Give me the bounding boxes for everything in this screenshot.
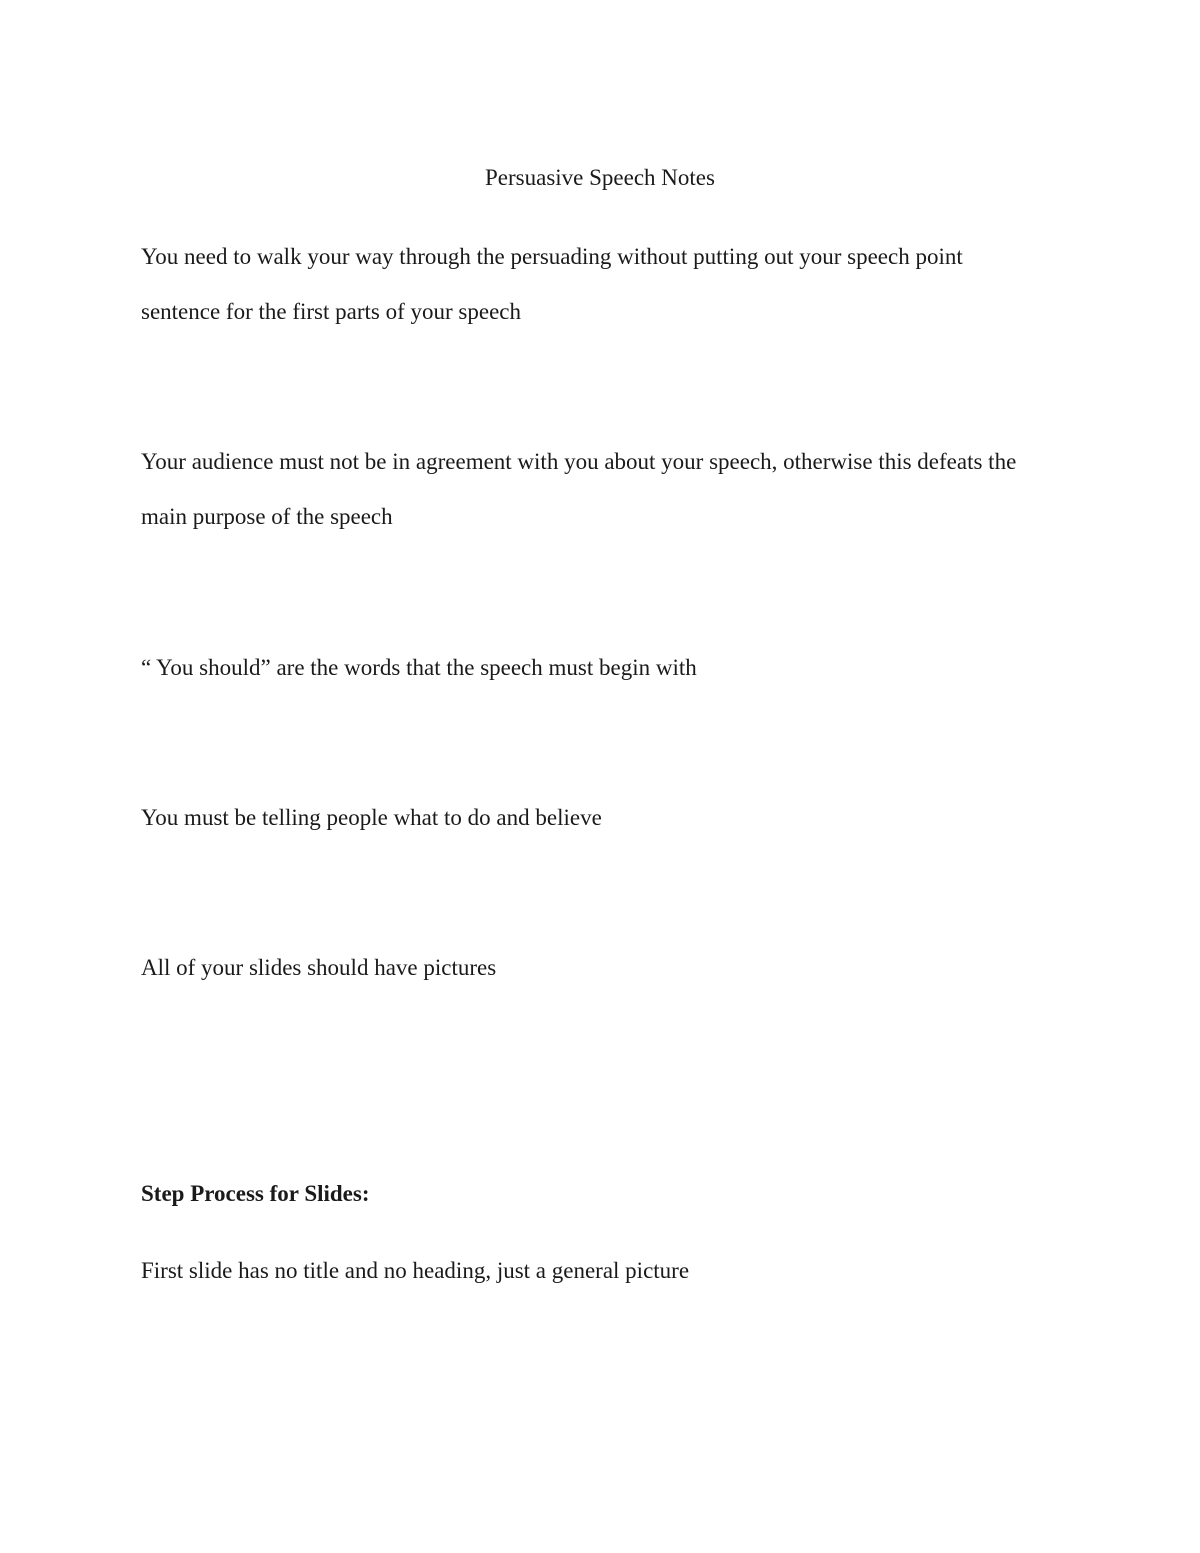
note-line: All of your slides should have pictures (141, 955, 497, 980)
note-paragraph (141, 640, 1061, 695)
note-line: “ You should” are the words that the speech must begin with (141, 655, 697, 680)
note-line: sentence for the first parts of your speech (141, 299, 521, 324)
note-paragraph (141, 434, 1061, 544)
note-paragraph (141, 790, 1061, 845)
section-heading: Step Process for Slides: (141, 1181, 370, 1206)
note-line: You need to walk your way through the persuading without putting out your speech point (141, 244, 963, 269)
step-line: First slide has no title and no heading, just a general picture (141, 1258, 690, 1283)
note-line: main purpose of the speech (141, 504, 393, 529)
note-line: You must be telling people what to do and believe (141, 805, 602, 830)
note-paragraph (141, 940, 1061, 995)
note-line: Your audience must not be in agreement with you about your speech, otherwise this defeats the (141, 449, 1017, 474)
step-paragraph (141, 1243, 1061, 1298)
document-title: Persuasive Speech Notes (485, 165, 715, 190)
note-paragraph (141, 229, 1061, 339)
